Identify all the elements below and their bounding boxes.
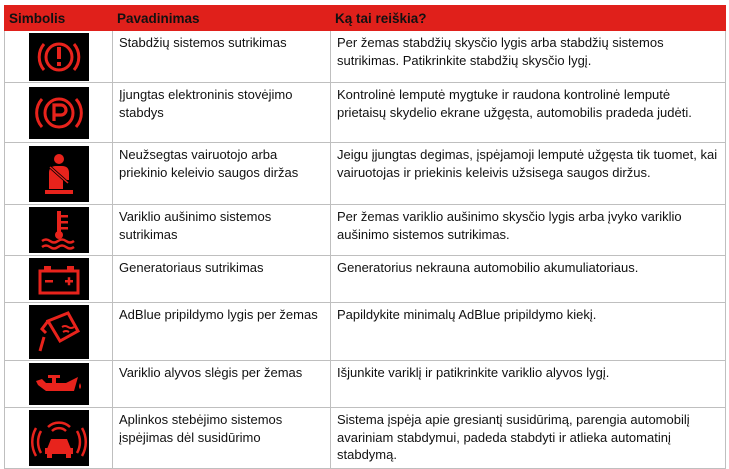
table-row xyxy=(5,143,726,205)
symbol-cell xyxy=(5,83,113,143)
table-row xyxy=(5,256,726,303)
collision-warning-icon xyxy=(29,410,89,466)
meaning-cell: Generatorius nekrauna automobilio akumuliatoriaus. xyxy=(331,256,726,303)
brake-system-warning-icon xyxy=(29,33,89,81)
seat-belt-warning-icon xyxy=(29,146,89,202)
oil-pressure-icon xyxy=(29,363,89,405)
meaning-cell: Sistema įspėja apie gresiantį susidūrimą, parengia automobilį avariniam stabdymui, padeda stabdyti ir atlieka automatinį stabdymą. xyxy=(331,408,726,469)
table-row xyxy=(5,361,726,408)
symbol-cell xyxy=(5,205,113,256)
symbol-cell xyxy=(5,408,113,469)
electronic-parking-brake-icon xyxy=(29,87,89,139)
battery-icon xyxy=(29,258,89,300)
header-symbol: Simbolis xyxy=(5,6,113,31)
warning-lights-table xyxy=(4,5,726,469)
meaning-cell: Per žemas stabdžių skysčio lygis arba stabdžių sistemos sutrikimas. Patikrinkite stabdžių skysčio lygį. xyxy=(331,31,726,83)
name-cell: AdBlue pripildymo lygis per žemas xyxy=(113,303,331,361)
header-meaning: Ką tai reiškia? xyxy=(331,6,726,31)
meaning-cell: Per žemas variklio aušinimo skysčio lygis arba įvyko variklio aušinimo sistemos sutrikimas. xyxy=(331,205,726,256)
meaning-cell: Kontrolinė lemputė mygtuke ir raudona kontrolinė lemputė prietaisų skydelio ekrane užgęsta, automobilis pradeda judėti. xyxy=(331,83,726,143)
table-row xyxy=(5,408,726,469)
meaning-cell: Jeigu įjungtas degimas, įspėjamoji lemputė užgęsta tik tuomet, kai vairuotojas ir priekinis keleivis užsisega saugos diržus. xyxy=(331,143,726,205)
symbol-cell xyxy=(5,31,113,83)
symbol-cell xyxy=(5,361,113,408)
symbol-cell xyxy=(5,256,113,303)
table-row xyxy=(5,303,726,361)
name-cell: Stabdžių sistemos sutrikimas xyxy=(113,31,331,83)
name-cell: Variklio alyvos slėgis per žemas xyxy=(113,361,331,408)
table-row xyxy=(5,205,726,256)
table-row xyxy=(5,31,726,83)
name-cell: Neužsegtas vairuotojo arba priekinio keleivio saugos diržas xyxy=(113,143,331,205)
name-cell: Aplinkos stebėjimo sistemos įspėjimas dėl susidūrimo xyxy=(113,408,331,469)
header-name: Pavadinimas xyxy=(113,6,331,31)
table-header-row xyxy=(5,6,726,31)
symbol-cell xyxy=(5,303,113,361)
symbol-cell xyxy=(5,143,113,205)
name-cell: Generatoriaus sutrikimas xyxy=(113,256,331,303)
adblue-level-icon xyxy=(29,305,89,359)
name-cell: Įjungtas elektroninis stovėjimo stabdys xyxy=(113,83,331,143)
name-cell: Variklio aušinimo sistemos sutrikimas xyxy=(113,205,331,256)
coolant-temperature-icon xyxy=(29,207,89,253)
meaning-cell: Išjunkite variklį ir patikrinkite variklio alyvos lygį. xyxy=(331,361,726,408)
table-row xyxy=(5,83,726,143)
meaning-cell: Papildykite minimalų AdBlue pripildymo kiekį. xyxy=(331,303,726,361)
